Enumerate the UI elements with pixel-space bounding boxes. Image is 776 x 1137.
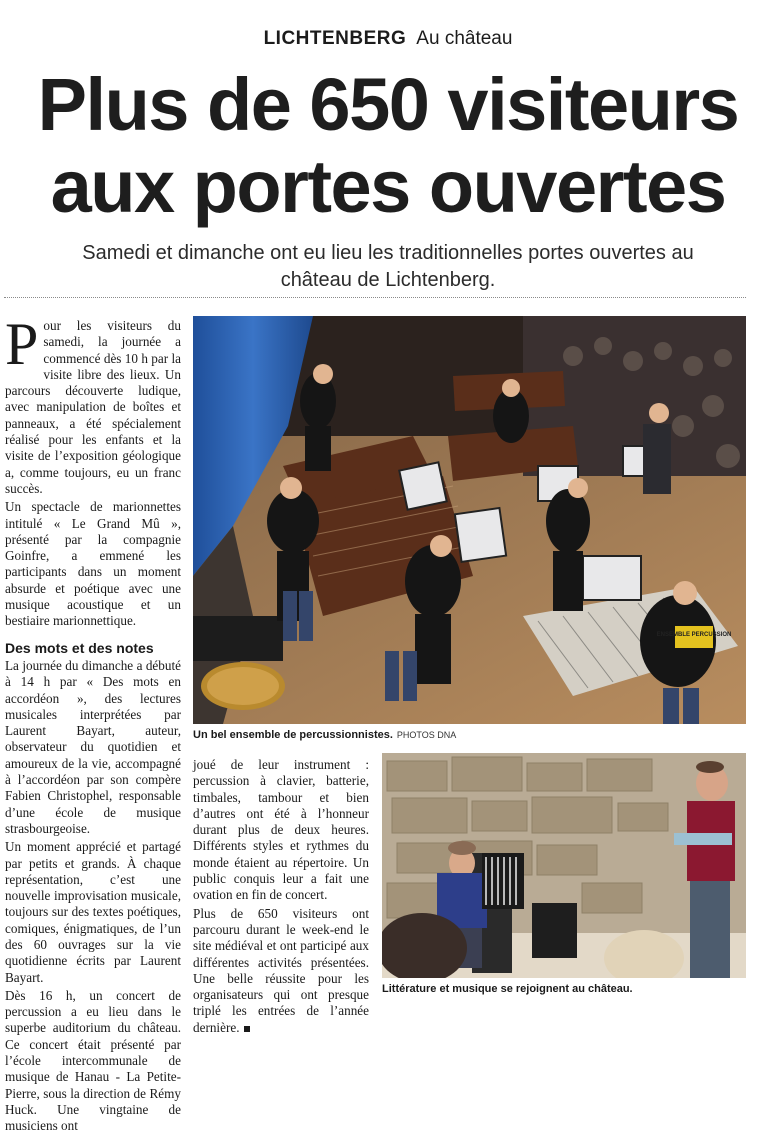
shirt-logo-text: ENSEMBLE PERCUSSION xyxy=(656,632,732,638)
paragraph-5: Dès 16 h, un concert de percussion a eu lieu dans le superbe auditorium du château. Ce concert était présenté par l’école intercommunale de musique de Hanau - La Petite-Pierre, sous la direction de Rémy Huck. Une vingtaine de musiciens ont xyxy=(5,987,181,1134)
photo-caption-1-text: Un bel ensemble de percussionnistes. xyxy=(193,729,393,741)
dotted-divider xyxy=(4,297,746,298)
photo-caption-1 xyxy=(193,729,746,741)
paragraph-7-text: Plus de 650 visiteurs ont parcouru durant le week-end le site médiéval et ont participé aux différentes activités présentées. Une belle réussite pour les organisateurs qui ont presque triplé les entrées de l’année dernière. xyxy=(193,905,369,1035)
article-column-2 xyxy=(193,757,369,1038)
paragraph-4: Un moment apprécié et partagé par petits et grands. À chaque représentation, c’est une nouvelle improvisation musicale, toujours sur des textes poétiques, comiques, énigmatiques, de l’un des 60 ouvrages sur la vie quotidienne écrits par Laurent Bayart. xyxy=(5,839,181,985)
paragraph-7 xyxy=(193,906,369,1036)
paragraph-2: Un spectacle de marionnettes intitulé « Le Grand Mû », présenté par la compagnie Goinfre, a emmené les participants dans un moment absurde et poétique avec une musique acoustique et un bestiaire marionnettique. xyxy=(5,499,181,629)
kicker xyxy=(0,28,776,50)
photo-credit: PHOTOS DNA xyxy=(396,730,457,740)
paragraph-6: joué de leur instrument : percussion à clavier, batterie, timbales, tambour et bien d’autres ont été à l’honneur durant plus de deux heures. Différents styles et rythmes du monde étaient au répertoire. Un public conquis leur a fait une ovation en fin de concert. xyxy=(193,757,369,903)
subheading: Des mots et des notes xyxy=(5,639,154,656)
drop-cap: P xyxy=(5,311,39,377)
kicker-section: Au château xyxy=(416,28,513,49)
kicker-location: LICHTENBERG xyxy=(263,28,407,49)
headline-line-1: Plus de 650 visiteurs xyxy=(37,63,739,146)
article-column-1 xyxy=(5,311,181,1137)
standfirst: Samedi et dimanche ont eu lieu les traditionnelles portes ouvertes au château de Lichtenberg. xyxy=(82,242,694,291)
reading-photo xyxy=(382,753,746,978)
paragraph-1-text: our les visiteurs du samedi, la journée a commencé dès 10 h par la visite libre des lieux. Un parcours découverte ludique, avec manipulation de boîtes et panneaux, a été spécialement réalisé pour les enfants et la visite de l’exposition géologique a, comme toujours, eu un franc succès. xyxy=(5,318,181,496)
paragraph-1 xyxy=(5,311,181,497)
paragraph-3: La journée du dimanche a débuté à 14 h par « Des mots en accordéon », des lectures musicales interprétées par Laurent Bayart, auteur, observateur du quotidien et amoureux de la vie, accompagné à l’accordéon par son compère Fabien Christophel, responsable d’une école de musique strasbourgeoise. xyxy=(5,657,181,836)
photo-caption-2: Littérature et musique se rejoignent au château. xyxy=(382,983,633,995)
headline-line-2: aux portes ouvertes xyxy=(50,145,726,228)
headline xyxy=(0,64,776,228)
end-mark xyxy=(244,1026,250,1032)
percussion-photo xyxy=(193,316,746,724)
